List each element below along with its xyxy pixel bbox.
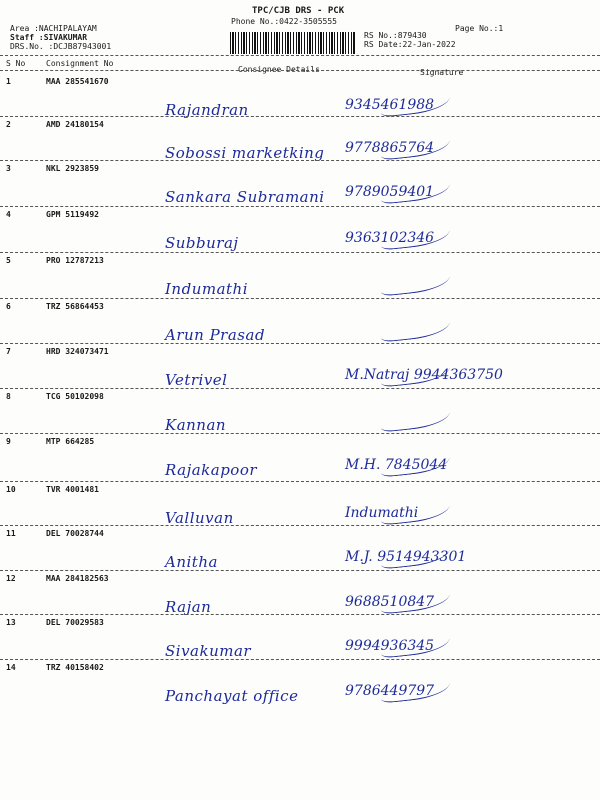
row-divider: [0, 570, 600, 571]
signature-scribble: [379, 495, 451, 525]
consignment-number: DEL 70029583: [46, 618, 104, 627]
signature-scribble: [379, 266, 451, 296]
row-divider: [0, 343, 600, 344]
table-row: [0, 392, 600, 437]
signature-scribble: [379, 312, 451, 342]
consignee-name: Sobossi marketking: [165, 144, 325, 162]
row-divider: [0, 659, 600, 660]
consignee-name: Sivakumar: [165, 642, 252, 660]
row-divider: [0, 525, 600, 526]
consignee-name: Rajandran: [165, 101, 249, 119]
consignment-number: GPM 5119492: [46, 210, 99, 219]
consignee-name: Rajan: [165, 598, 212, 616]
row-serial-number: 11: [6, 529, 16, 538]
drs-number: DRS.No. :DCJB87943001: [10, 42, 112, 51]
consignee-name: Anitha: [165, 553, 218, 571]
document-title: TPC/CJB DRS - PCK: [252, 6, 345, 16]
signature-text: Indumathi: [345, 505, 419, 521]
row-serial-number: 14: [6, 663, 16, 672]
column-header-consignment: Consignment No: [46, 59, 114, 68]
consignment-number: AMD 24180154: [46, 120, 104, 129]
row-serial-number: 7: [6, 347, 11, 356]
consignee-name: Arun Prasad: [165, 326, 266, 344]
table-row: [0, 663, 600, 708]
consignment-number: PRO 12787213: [46, 256, 104, 265]
table-row: [0, 529, 600, 574]
table-row: [0, 164, 600, 209]
signature-text: M.J. 9514943301: [345, 549, 467, 565]
rs-date: RS Date:22-Jan-2022: [364, 40, 456, 49]
consignee-name: Indumathi: [165, 280, 249, 298]
table-row: [0, 302, 600, 347]
row-divider: [0, 206, 600, 207]
column-header-signature: Signature: [420, 68, 464, 77]
signature-scribble: [379, 673, 451, 703]
consignment-number: MAA 285541670: [46, 77, 109, 86]
signature-scribble: [379, 402, 451, 432]
row-serial-number: 4: [6, 210, 11, 219]
area-field: Area :NACHIPALAYAM: [10, 24, 97, 33]
signature-text: 9688510847: [345, 594, 435, 610]
consignee-name: Panchayat office: [165, 687, 299, 705]
consignee-name: Rajakapoor: [165, 461, 258, 479]
signature-scribble: [379, 628, 451, 658]
column-header-consignee: Consignee Details: [238, 65, 320, 74]
row-serial-number: 6: [6, 302, 11, 311]
row-divider: [0, 481, 600, 482]
row-divider: [0, 614, 600, 615]
signature-scribble: [379, 130, 451, 160]
consignee-name: Kannan: [165, 416, 227, 434]
consignment-number: TVR 4001481: [46, 485, 99, 494]
consignment-number: MTP 664285: [46, 437, 95, 446]
consignment-number: DEL 70028744: [46, 529, 104, 538]
signature-scribble: [379, 447, 451, 477]
signature-scribble: [379, 87, 451, 117]
signature-scribble: [379, 174, 451, 204]
signature-text: 9345461988: [345, 97, 435, 113]
rs-number: RS No.:879430: [364, 31, 427, 40]
consignee-name: Subburaj: [165, 234, 239, 252]
consignee-name: Vetrivel: [165, 371, 228, 389]
signature-text: 9789059401: [345, 184, 435, 200]
signature-scribble: [379, 584, 451, 614]
consignee-name: Valluvan: [165, 509, 234, 527]
row-divider: [0, 298, 600, 299]
consignee-name: Sankara Subramani: [165, 188, 325, 206]
row-divider: [0, 116, 600, 117]
page-number: Page No.:1: [455, 24, 504, 33]
phone-number: Phone No.:0422-3505555: [231, 17, 337, 26]
row-divider: [0, 433, 600, 434]
signature-text: 9994936345: [345, 638, 435, 654]
staff-field: Staff :SIVAKUMAR: [10, 33, 88, 42]
header-divider: [0, 55, 600, 56]
table-row: [0, 574, 600, 619]
consignment-number: TRZ 40158402: [46, 663, 104, 672]
row-serial-number: 8: [6, 392, 11, 401]
signature-text: 9786449797: [345, 683, 435, 699]
signature-text: 9363102346: [345, 230, 435, 246]
table-row: [0, 210, 600, 255]
row-serial-number: 9: [6, 437, 11, 446]
signature-text: 9778865764: [345, 140, 435, 156]
consignment-number: MAA 284182563: [46, 574, 109, 583]
table-row: [0, 485, 600, 530]
consignment-number: HRD 324073471: [46, 347, 109, 356]
signature-text: M.Natraj 9944363750: [345, 367, 503, 383]
row-serial-number: 10: [6, 485, 16, 494]
row-serial-number: 2: [6, 120, 11, 129]
consignment-number: TRZ 56864453: [46, 302, 104, 311]
consignment-number: TCG 50102098: [46, 392, 104, 401]
row-serial-number: 13: [6, 618, 16, 627]
table-row: [0, 347, 600, 392]
row-serial-number: 1: [6, 77, 11, 86]
row-divider: [0, 388, 600, 389]
column-header-sno: S No: [6, 59, 26, 68]
row-serial-number: 3: [6, 164, 11, 173]
row-divider: [0, 160, 600, 161]
row-serial-number: 12: [6, 574, 16, 583]
table-row: [0, 618, 600, 663]
table-row: [0, 437, 600, 482]
row-divider: [0, 252, 600, 253]
table-row: [0, 256, 600, 301]
signature-text: M.H. 7845044: [345, 457, 448, 473]
row-serial-number: 5: [6, 256, 11, 265]
table-row: [0, 120, 600, 165]
barcode-image: [230, 31, 355, 54]
signature-scribble: [379, 357, 451, 387]
column-divider: [0, 70, 600, 71]
signature-scribble: [379, 220, 451, 250]
consignment-number: NKL 2923859: [46, 164, 99, 173]
signature-scribble: [379, 539, 451, 569]
